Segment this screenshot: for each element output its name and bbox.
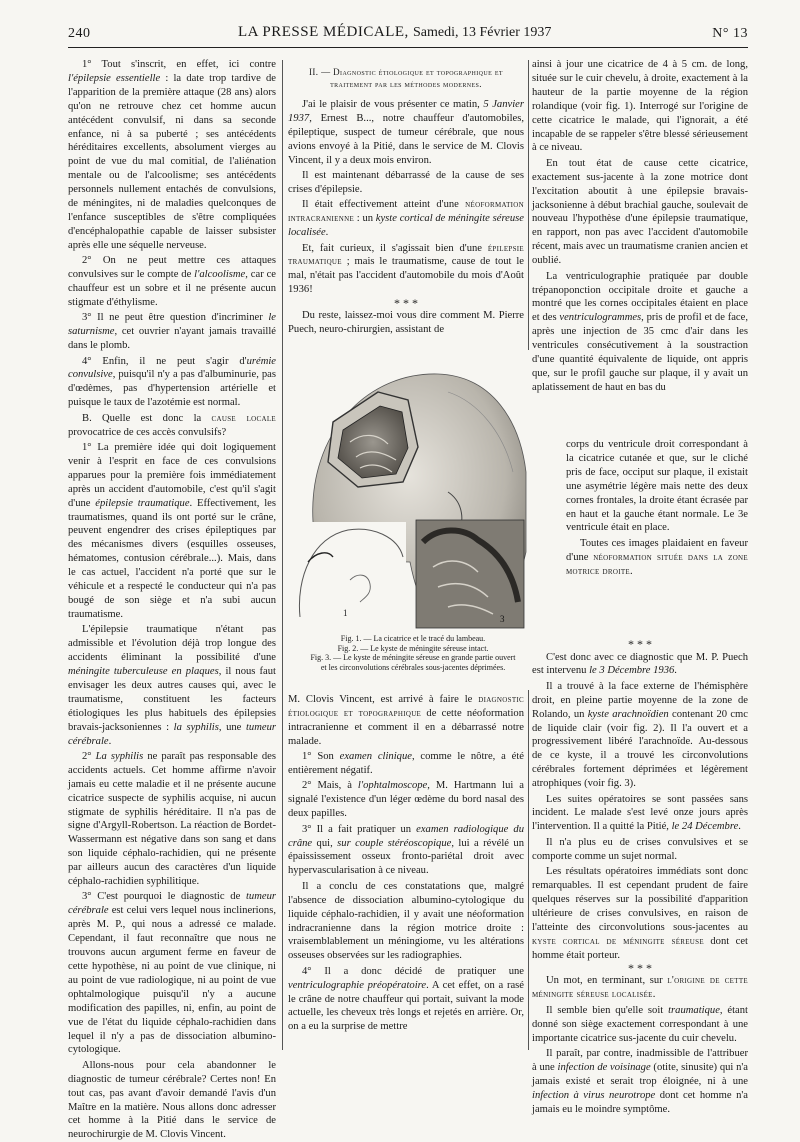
- emphasis: le saturnisme: [68, 312, 276, 338]
- text: 4° Enfin, il ne peut s'agir d': [82, 355, 247, 367]
- emphasis: traumatique: [668, 1004, 720, 1016]
- paragraph: Il a conclu de ces constatations que, malgré l'absence de dissociation albumino-cytologique du liquide céphalo-rachidien, il y avait une néoformation indracranienne dans la région motrice droite : vraisemblablement un méningiome, vu les altérations osseuses observées sur les radiographies.: [288, 880, 524, 962]
- small-caps: diagnostic étiologique et topographique: [288, 694, 524, 719]
- small-caps: l'origine de cette méningite séreuse localisée: [532, 975, 748, 1001]
- text: provocatrice de ces accès convulsifs?: [68, 426, 227, 438]
- small-caps: kyste cortical de méningite séreuse: [532, 935, 704, 947]
- emphasis: La syphilis: [95, 750, 144, 762]
- text: , M. Hartmann lui a signalé l'existence d'un léger œdème du bord nasal des deux papilles.: [288, 780, 524, 820]
- emphasis: méningite tuberculeuse en plaques: [68, 665, 219, 677]
- paragraph: [288, 198, 524, 240]
- paragraph: [532, 974, 748, 1002]
- paragraph: [68, 441, 276, 622]
- column-2-bottom: [288, 693, 524, 1058]
- paragraph: [68, 58, 276, 253]
- paragraph: [566, 537, 748, 579]
- text: M. Clovis Vincent, est arrivé à faire le: [288, 694, 479, 705]
- text: Il était effectivement atteint d'une: [302, 199, 466, 211]
- emphasis: 5 Janvier 1937: [288, 99, 524, 124]
- paragraph: [532, 1047, 748, 1117]
- page-number: 240: [68, 26, 91, 41]
- text: 2° On ne peut mettre ces attaques convulsives sur le compte de: [68, 255, 276, 281]
- emphasis: épilepsie traumatique: [95, 497, 190, 509]
- paragraph: [288, 779, 524, 821]
- text: dont cet homme n'a jamais eu le moindre symptôme.: [532, 1089, 748, 1115]
- caption-line-4: et les circonvolutions cérébrales sous-jacentes déprimées.: [320, 662, 506, 672]
- text: ; mais le traumatisme, cause de tout le mal, n'était pas l'accident d'automobile du mois d'Août 1936!: [288, 256, 524, 296]
- paragraph: [532, 651, 748, 679]
- issue-date: Samedi, 13 Février 1937: [413, 25, 552, 40]
- emphasis: infection à virus neurotrope: [532, 1089, 656, 1101]
- figure-label-1: 1: [343, 608, 348, 618]
- emphasis: urémie convulsive: [68, 355, 276, 381]
- text: 1° La première idée qui doit logiquement venir à l'esprit en face de ces convulsions apparues pour la première fois immédiatement après un accident d'automobile, c'est qu'il s'agit d'une: [68, 441, 276, 509]
- column-3-bottom: [532, 637, 749, 1115]
- emphasis: l'épilepsie essentielle: [68, 72, 161, 84]
- emphasis: examen radiologique du crâne: [288, 823, 524, 849]
- text: Il a trouvé à la face externe de l'hémisphère droit, en pleine partie moyenne de la zone de Rolando, un: [532, 680, 748, 720]
- text: Les suites opératoires se sont passées sans incident. Le malade s'est levé onze jours après l'intervention. Il a quitté la Pitié,: [532, 793, 748, 833]
- emphasis: l'ophtalmoscope: [357, 780, 428, 792]
- section-break-stars: * * *: [394, 295, 418, 310]
- text: est celui vers lequel nous inclinerions, après M. P., qui nous a adressé ce malade. Cependant, il faut reconnaître que nous ne trouvons aucun argument ferme en faveur de cette hypothèse, ni au point de vue clinique, ni au point de vue radiologique, ni au point de vue ophtalmologique puisqu'il n'y a aucune modification des papilles, ni, enfin, au point de vue de l'état du liquide céphalo-rachidien dans lequel il n'y a pas de dissociation albumino-cytologique.: [68, 905, 276, 1056]
- section-heading: II. — Diagnostic étiologique et topographique et traitement par les méthodes modernes.: [309, 67, 503, 89]
- paragraph: Du reste, laissez-moi vous dire comment M. Pierre Puech, neuro-chirurgien, assistant de: [288, 310, 524, 336]
- text: : un: [354, 213, 376, 225]
- paragraph: [288, 965, 524, 1035]
- small-caps: néoformation située dans la zone motrice droite: [566, 551, 748, 577]
- column-1: [68, 58, 277, 1141]
- page-header: [68, 24, 748, 48]
- text: (otite, sinusite) qui n'a jamais existé et serait trop éloignée, ni à une: [532, 1061, 749, 1087]
- paragraph: [68, 311, 276, 353]
- journal-name: LA PRESSE MÉDICALE: [238, 24, 405, 40]
- text: Il paraît, par contre, inadmissible de l'attribuer à une: [532, 1047, 748, 1073]
- text: .: [108, 735, 112, 747]
- caption-line-1: Fig. 1. — La cicatrice et le tracé du lambeau.: [340, 634, 486, 643]
- paragraph: [288, 98, 524, 168]
- text: , étant donné son siège exactement correspondant à une importante cicatrice sus-jacente du cuir chevelu.: [532, 1004, 748, 1044]
- paragraph: En tout état de cause cette cicatrice, exactement sus-jacente à la zone motrice dont l'excitation aboutit à une épilepsie bravais-jacksonienne à début brachial gauche, soulevait de nouveau l'hypothèse d'une épilepsie traumatique, en rapport, non pas avec l'accident d'automobile récent, mais avec un traumatisme cranien ancien et oublié.: [532, 157, 748, 267]
- text: , car ce chauffeur est un sobre et il ne présente aucun stigmate d'éthylisme.: [68, 269, 276, 308]
- small-caps: épilepsie traumatique: [288, 242, 524, 268]
- column-divider-3: [528, 690, 529, 1050]
- paragraph: [532, 793, 748, 835]
- paragraph: [532, 1004, 748, 1046]
- paragraph: Il est maintenant débarrassé de la cause de ses crises d'épilepsie.: [288, 170, 524, 195]
- text: 3° C'est pourquoi le diagnostic de: [82, 891, 246, 903]
- paragraph: [68, 890, 276, 1057]
- emphasis: examen clinique: [339, 751, 412, 763]
- paragraph: Il n'a plus eu de crises convulsives et se comporte comme un sujet normal.: [532, 836, 748, 862]
- text: C'est donc avec ce diagnostic que M. P. Puech est intervenu: [532, 651, 748, 677]
- paragraph: [68, 254, 276, 310]
- text: B. Quelle est donc la: [82, 412, 212, 424]
- text: dont cet homme était porteur.: [532, 935, 748, 961]
- text: . Effectivement, les traumatismes, quand ils ont porté sur le crâne, peuvent engendrer des crises épileptiques par des mécanismes divers (esquilles osseuses, hématomes, contusion cérébrale...). Mais, dans le cas actuel, l'accident n'a porté que sur le véhicule et a respecté le conducteur qui n'a pas bougé de son siège et n'a subi aucun traumatisme.: [68, 497, 277, 620]
- text: , comme le nôtre, a été entièrement négatif.: [288, 751, 524, 777]
- small-caps: cause locale: [211, 412, 276, 424]
- text: Et, fait curieux, il s'agissait bien d'une: [302, 242, 488, 254]
- figure-caption: [288, 634, 538, 672]
- column-2-top: [288, 66, 524, 346]
- paragraph: [288, 693, 524, 749]
- text: . A cet effet, on a rasé le crâne de notre chauffeur qui portait, suivant la mode actuelle, les cheveux très longs et rejetés en arrière. Or, on a eu la surprise de mettre: [288, 979, 525, 1033]
- text: .: [325, 227, 329, 239]
- paragraph: corps du ventricule droit correspondant à la cicatrice cutanée et que, sur le cliché pris de face, occiput sur plaque, il existait une asymétrie légère mais nette des deux cornes frontales, la droite étant écrasée par en haut et la gauche étant normale. Le 3e ventricule était en place.: [566, 439, 748, 534]
- text: , cet ouvrier n'ayant jamais travaillé dans le plomb.: [68, 326, 276, 352]
- text: La ventriculographie pratiquée par double trépanoponction occipitale droite et gauche a montré que les cornes occipitales étaient en place et des: [532, 270, 748, 324]
- paragraph: [68, 750, 276, 889]
- paragraph: ainsi à jour une cicatrice de 4 à 5 cm. de long, située sur le cuir chevelu, à droite, exactement à la hauteur de la partie moyenne de la région rolandique (voir fig. 1). Interrogé sur l'origine de cette cicatrice le malade, qui l'ignorait, a été incapable de se rappeler s'être blessé sérieusement à ce niveau.: [532, 59, 748, 154]
- text: qui,: [312, 837, 338, 849]
- text: 2°: [82, 750, 96, 762]
- journal-title: LA PRESSE MÉDICALE, Samedi, 13 Février 1937: [238, 24, 552, 40]
- text: : la date trop tardive de l'apparition de la première attaque (28 ans) alors qu'on ne retrouve chez cet homme aucun antécédent convulsif, ni dans sa seconde enfance, ni à sa puberté ; ses antécédents héréditaires excellents, absolument vierges au point de vue du mal comitial, de l'aliénation mentale ou de l'alcoolisme; ses antécédents personnels nullement entachés de convulsions, de méningites, ni de maladies quelconques de l'enfance susceptibles de s'être compliquées d'encéphalopathie capable de laisser subsister après elle une séquelle nerveuse.: [68, 72, 276, 251]
- paragraph: [68, 412, 276, 440]
- text: .: [630, 565, 633, 577]
- emphasis: kyste arachnoïdien: [587, 708, 669, 720]
- paragraph: Allons-nous pour cela abandonner le diagnostic de tumeur cérébrale? Certes non! En tout cas, pas avant d'avoir demandé l'avis d'un Maître en la matière. Nous allons donc adresser cet homme à la Pitié dans le service de neurochirurgie de M. Clovis Vincent.: [68, 1059, 276, 1141]
- emphasis: infection de voisinage: [557, 1061, 651, 1073]
- text: 1° Tout s'inscrit, en effet, ici contre: [82, 59, 276, 70]
- text: , lui a révélé un épaississement osseux fronto-pariétal droit avec hypervascularisation à ce niveau.: [288, 837, 525, 877]
- text: 2° Mais, à: [302, 780, 358, 792]
- column-divider-2: [528, 60, 529, 350]
- text: Les résultats opératoires immédiats sont donc remarquables. Il est cependant prudent de faire quelques réserves sur la possibilité d'apparition ultérieure de crises convulsives, en raison de l'atteinte des circonvolutions sous-jacentes au: [532, 866, 748, 933]
- text: , pris de profil et de face, après une injection de 35 cmc d'air dans les ventricules consécutivement à la soustraction d'une quantité équivalente de liquide, ont appris que, sur le profil gauche sur plaque, il y avait un aplatissement de haut en bas du: [532, 312, 748, 393]
- column-3-middle: [566, 438, 748, 638]
- emphasis: kyste cortical de méningite séreuse localisée: [288, 213, 524, 239]
- text: .: [674, 665, 677, 677]
- text: Il semble bien qu'elle soit: [546, 1004, 669, 1016]
- engraving-drawing: [288, 352, 528, 632]
- paragraph: [68, 623, 276, 748]
- paragraph: [532, 680, 748, 791]
- column-3-top: [532, 58, 748, 438]
- paragraph: [532, 865, 748, 962]
- paragraph: [288, 242, 524, 298]
- text: 4° Il a donc décidé de pratiquer une: [302, 965, 524, 977]
- text: , une: [218, 721, 246, 733]
- text: L'épilepsie traumatique n'étant pas admissible et l'évolution déjà trop longue des accidents éliminant la possibilité d'une: [68, 624, 276, 664]
- text: J'ai le plaisir de vous présenter ce matin,: [302, 99, 484, 110]
- paragraph: [288, 750, 524, 778]
- emphasis: tumeur cérébrale: [68, 891, 276, 917]
- inset-1-background: [294, 522, 406, 622]
- caption-line-2: Fig. 2. — Le kyste de méningite séreuse intact.: [337, 643, 489, 653]
- section-break-stars: * * *: [628, 637, 652, 651]
- section-break-stars: * * *: [628, 960, 652, 975]
- caption-line-3: Fig. 3. — Le kyste de méningite séreuse en grande partie ouvert: [310, 653, 516, 663]
- emphasis: le 3 Décembre 1936: [589, 665, 675, 677]
- column-divider-1: [282, 60, 283, 1050]
- text: 1° Son: [302, 751, 340, 763]
- emphasis: sur couple stéréoscopique: [337, 837, 452, 849]
- figure-label-3: 3: [500, 614, 505, 624]
- text: contenant 20 cmc de liquide clair (voir fig. 2). Il l'a ouvert et a progressivement libéré l'arachnoïde. Au-dessous de ce kyste, il a trouvé les circonvolutions cérébrales fortement déprimées et légèrement atrophiques (voir fig. 3).: [532, 708, 748, 790]
- text: 3° Il a fait pratiquer un: [302, 823, 417, 835]
- text: , Ernest B..., notre chauffeur d'automobiles, épileptique, suspect de tumeur cérébrale, que nous avions envoyé à la Pitié, dans le service de M. Clovis Vincent, il y a deux mois environ.: [288, 112, 524, 166]
- text: , puisqu'il n'y a pas d'albuminurie, pas d'œdèmes, pas d'hypertension artérielle et puisque le taux de l'azotémie est normal.: [68, 369, 276, 409]
- text: Toutes ces images plaidaient en faveur d'une: [566, 537, 748, 563]
- text: Un mot, en terminant, sur: [546, 975, 668, 987]
- paragraph: [68, 355, 276, 411]
- emphasis: l'alcoolisme: [194, 269, 246, 281]
- text: , il nous faut envisager les deux autres causes qui, avec le traumatisme, constituent les facteurs étiologiques les plus habituels des épilepsies bravais-jacksoniennes :: [68, 665, 276, 733]
- text: 3° Il ne peut être question d'incriminer: [82, 312, 269, 324]
- small-caps: néoformation intracranienne: [288, 199, 524, 225]
- emphasis: ventriculogrammes: [559, 312, 642, 324]
- emphasis: tumeur cérébrale: [68, 721, 276, 747]
- emphasis: la syphilis: [173, 721, 219, 733]
- paragraph: [288, 823, 524, 879]
- issue-number: N° 13: [712, 26, 748, 41]
- header-rule: [68, 47, 748, 48]
- text: .: [652, 989, 656, 1001]
- surgical-illustration: [288, 352, 528, 632]
- text: de cette néoformation intracranienne et comment il en a débarrassé notre malade.: [288, 707, 524, 747]
- emphasis: le 24 Décembre: [671, 821, 739, 833]
- emphasis: ventriculographie préopératoire: [288, 979, 427, 991]
- text: .: [738, 821, 741, 833]
- paragraph: [532, 270, 748, 395]
- text: ne paraît pas responsable des accidents actuels. Cet homme affirme n'avoir jamais eu cette maladie et il ne présente aucune cicatrice suspecte de syphilis acquise, ni aucun stigmate de syphilis héréditaire. Il n'a pas de signe d'Argyll-Robertson. La réaction de Bordet-Wassermann est négative dans son sang et dans son liquide céphalo-rachidien, qui ne présente par ailleurs aucun des caractères d'un liquide céphalo-rachidien syphilitique.: [68, 750, 276, 888]
